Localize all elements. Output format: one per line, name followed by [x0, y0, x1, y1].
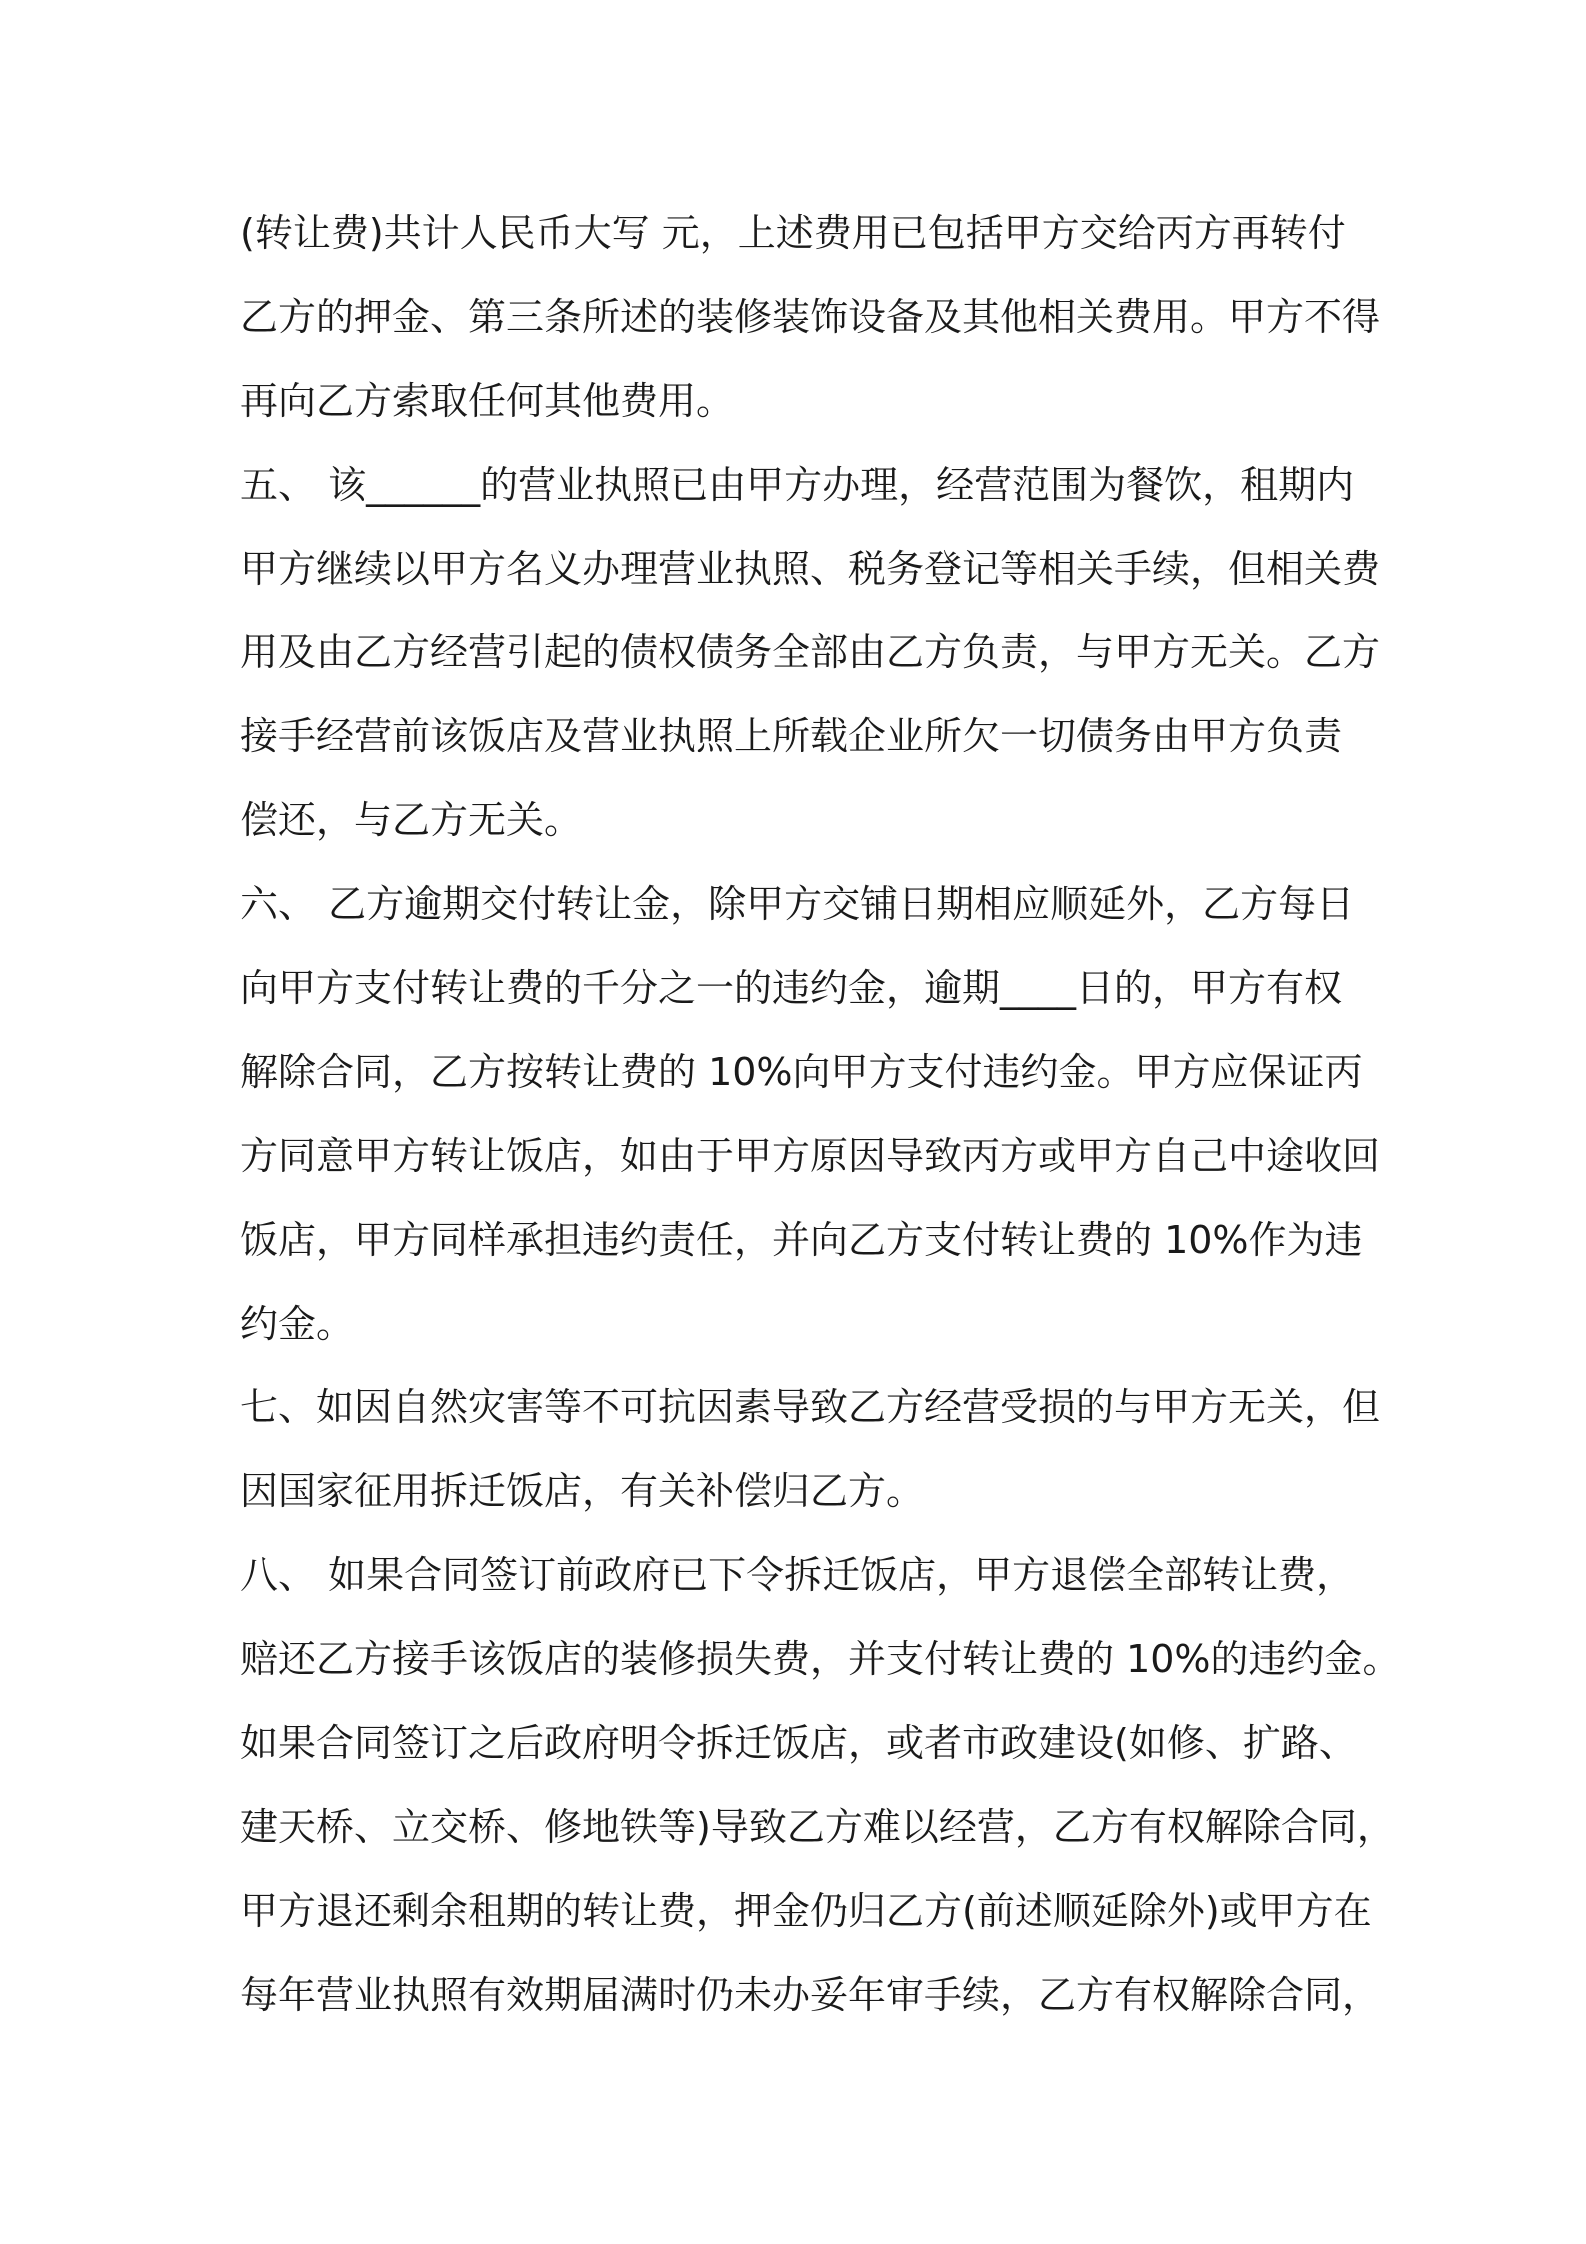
text-line: 向甲方支付转让费的千分之一的违约金，逾期____日的，甲方有权	[240, 966, 1343, 1011]
text-line: 六、 乙方逾期交付转让金，除甲方交铺日期相应顺延外，乙方每日	[240, 882, 1355, 927]
text-line: 八、 如果合同签订前政府已下令拆迁饭店，甲方退偿全部转让费，	[240, 1553, 1355, 1598]
text-line: 解除合同，乙方按转让费的 10%向甲方支付违约金。甲方应保证丙	[240, 1049, 1363, 1094]
text-line: 赔还乙方接手该饭店的装修损失费，并支付转让费的 10%的违约金。	[240, 1637, 1401, 1682]
text-line: 用及由乙方经营引起的债权债务全部由乙方负责，与甲方无关。乙方	[240, 630, 1381, 675]
text-line: 如果合同签订之后政府明令拆迁饭店，或者市政建设(如修、扩路、	[240, 1721, 1357, 1766]
text-line: 乙方的押金、第三条所述的装修装饰设备及其他相关费用。甲方不得	[240, 294, 1381, 339]
text-line: 约金。	[240, 1301, 355, 1346]
text-line: 七、如因自然灾害等不可抗因素导致乙方经营受损的与甲方无关，但	[240, 1385, 1381, 1430]
text-line: 接手经营前该饭店及营业执照上所载企业所欠一切债务由甲方负责	[240, 714, 1343, 759]
text-line: 因国家征用拆迁饭店，有关补偿归乙方。	[240, 1469, 925, 1514]
text-line: 饭店，甲方同样承担违约责任，并向乙方支付转让费的 10%作为违	[240, 1217, 1363, 1262]
text-line: 建天桥、立交桥、修地铁等)导致乙方难以经营，乙方有权解除合同，	[240, 1804, 1395, 1849]
text-line: 每年营业执照有效期届满时仍未办妥年审手续，乙方有权解除合同，	[240, 1972, 1381, 2017]
text-line: 偿还，与乙方无关。	[240, 798, 583, 843]
text-line: 甲方继续以甲方名义办理营业执照、税务登记等相关手续，但相关费	[240, 546, 1381, 591]
contract-text	[240, 192, 1401, 2038]
text-line: 方同意甲方转让饭店，如由于甲方原因导致丙方或甲方自己中途收回	[240, 1133, 1381, 1178]
text-line: (转让费)共计人民币大写 元，上述费用已包括甲方交给丙方再转付	[240, 211, 1346, 255]
text-line: 五、 该______的营业执照已由甲方办理，经营范围为餐饮，租期内	[240, 462, 1355, 507]
text-line: 再向乙方索取任何其他费用。	[240, 378, 735, 423]
text-line: 甲方退还剩余租期的转让费，押金仍归乙方(前述顺延除外)或甲方在	[240, 1888, 1372, 1933]
